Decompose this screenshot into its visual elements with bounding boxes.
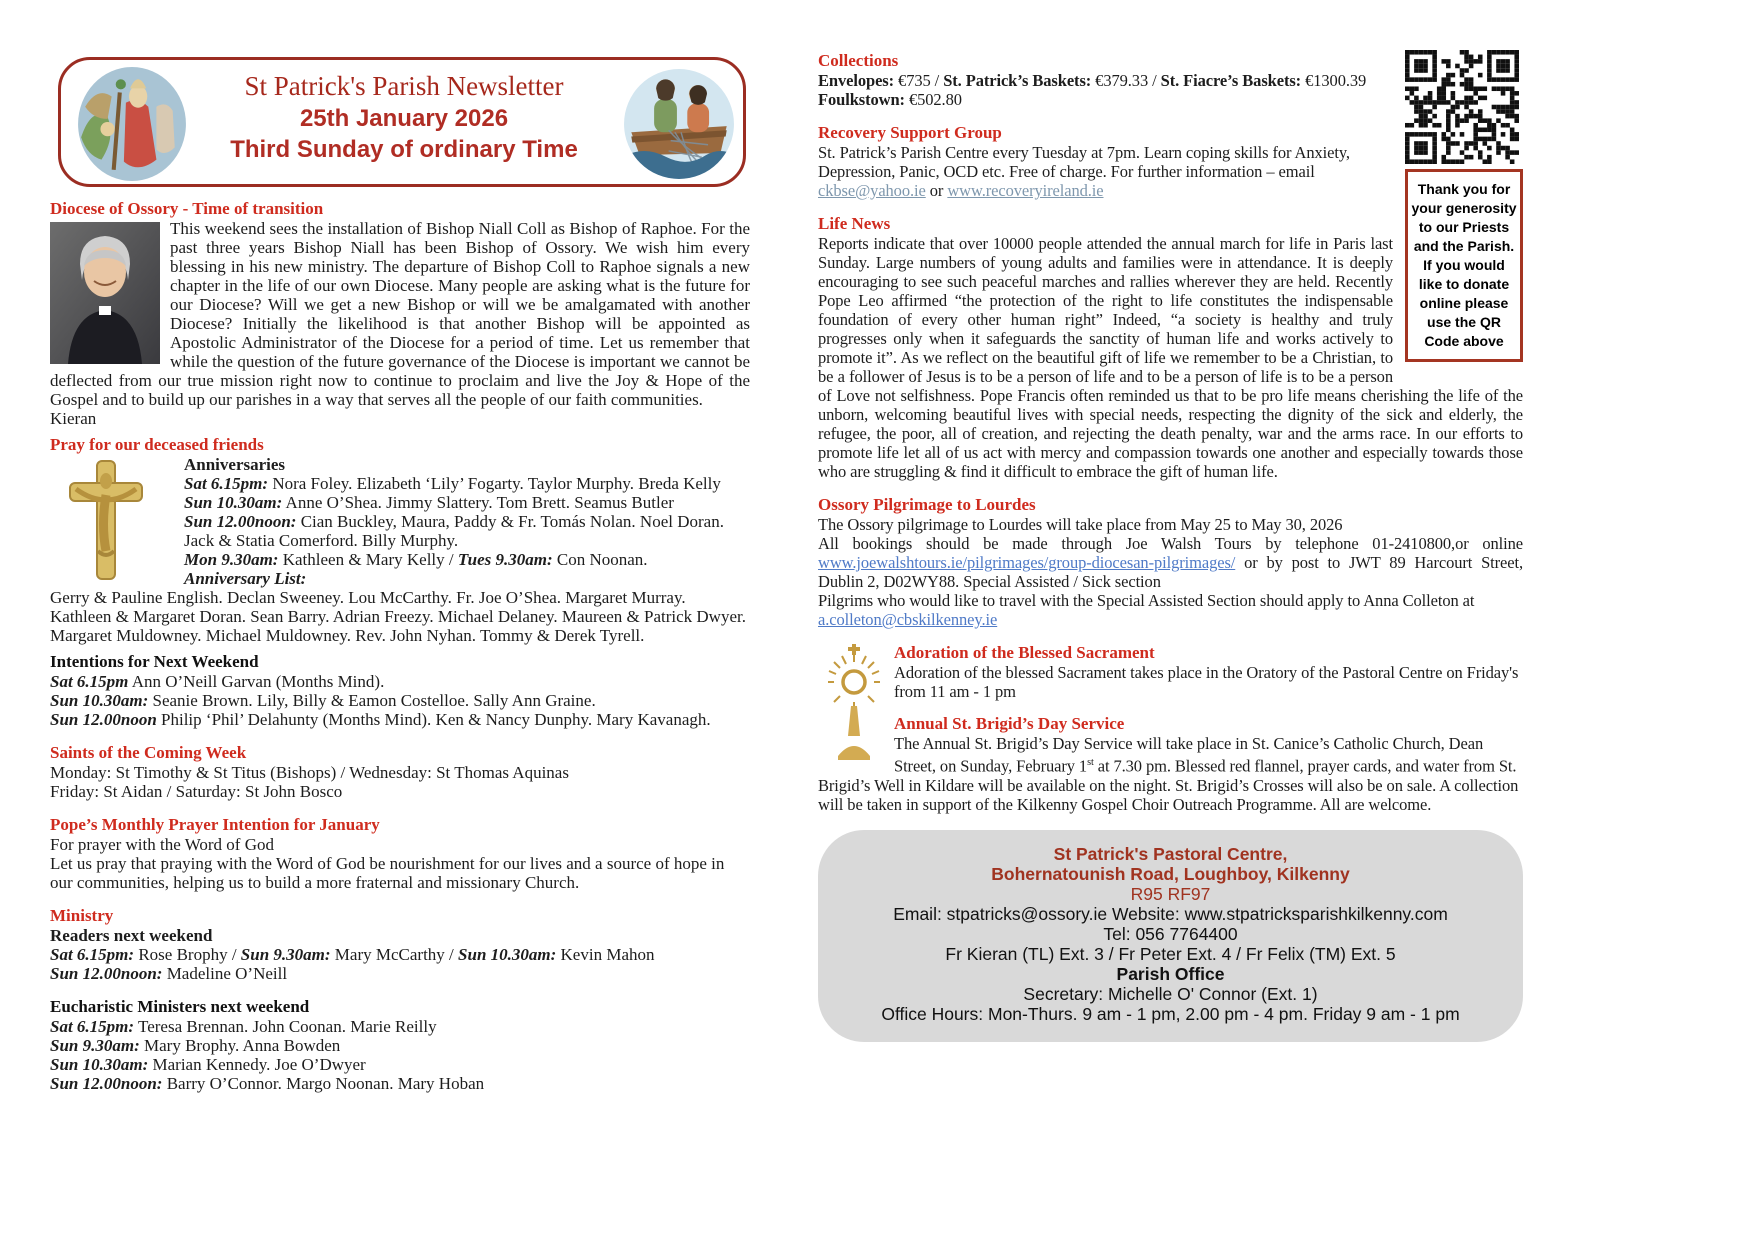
pilgrimage-heading: Ossory Pilgrimage to Lourdes <box>818 495 1036 514</box>
text-segment: Nora Foley. Elizabeth ‘Lily’ Fogarty. Taylor Murphy. Breda Kelly <box>268 474 721 493</box>
readers-lines <box>50 945 750 983</box>
text-line <box>50 710 750 729</box>
text-segment: Sun 12.00noon: <box>50 964 163 983</box>
newsletter-date: 25th January 2026 <box>299 105 509 132</box>
ossory-body: This weekend sees the installation of Bishop Niall Coll as Bishop of Raphoe. For the past three years Bishop Niall has been Bishop of Ossory. We wish him every blessing in his new ministry. The departure of Bishop Coll to Raphoe signals a new chapter in the life of our own Diocese. Many people are asking what is the future for our Diocese? Will we get a new Bishop or will we be amalgamated with another Diocese? Initially the likelihood is that another Bishop will be appointed as Apostolic Administrator of the Diocese for a period of time. Let us remember that while the question of the future governance of the Diocese is important we cannot be deflected from our true mission right now to continue to proclaim and live the Joy & Hope of the Gospel and to build up our parishes in a way that serves all the people of our faith communities. <box>50 219 750 409</box>
text-segment: Bohernatounish Road, Loughboy, Kilkenny <box>991 863 1350 884</box>
text-line <box>50 550 750 569</box>
text-segment: Ann O’Neill Garvan (Months Mind). <box>128 672 385 691</box>
text-segment: Cian Buckley, Maura, Paddy & Fr. Tomás Nolan. Noel Doran. Jack & Statia Comerford. Billy Murphy. <box>184 512 724 550</box>
qr-code <box>1405 50 1519 164</box>
text-line <box>842 964 1499 984</box>
text-segment: Marian Kennedy. Joe O’Dwyer <box>148 1055 366 1074</box>
text-line <box>842 944 1499 964</box>
text-segment: Kevin Mahon <box>556 945 655 964</box>
text-segment: Sat 6.15pm: <box>50 945 135 964</box>
link[interactable]: a.colleton@cbskilkenney.ie <box>818 610 998 629</box>
deceased-mass-lines <box>50 474 750 588</box>
text-segment: Pilgrims who would like to travel with the Special Assisted Section should apply to Anna Colleton at <box>818 591 1475 610</box>
donation-thanks-box <box>1405 169 1523 362</box>
text-segment: Mary McCarthy / <box>330 945 459 964</box>
text-segment: Email: stpatricks@ossory.ie Website: www.stpatricksparishkilkenny.com <box>893 903 1448 924</box>
life-news-body: Reports indicate that over 10000 people attended the annual march for life in Paris last Sunday. Large numbers of young adults and families were in attendance. It is deeply encouraging to see such peaceful marches and rallies wherever they are held. Recently Pope Leo affirmed “the protection of the right to life constitutes the indispensable foundation of every other human right” Indeed, “a society is healthy and truly progresses only when it safeguards the sanctity of human life and works actively to promote it”. As we reflect on the beautiful gift of life we remember to be a Christian, to be a follower of Jesus is to be a person of life and to be a person of life is to be a person of Love not selfishness. Pope Francis often reminded us that to be pro life means cherishing the life of the unborn, welcoming beautiful lives with special needs, respecting the dignity of the sick and elderly, the refugee, the poor, all of creation, and rejecting the death penalty, war and the arms race. In our efforts to promote life let all of us act with mercy and compassion towards one another and especially towards those who are struggling & find it difficult to embrace the gift of human life. <box>818 234 1523 481</box>
section-eucharistic <box>50 996 750 1093</box>
text-segment: Sun 10.30am: <box>458 945 557 964</box>
text-segment: st <box>1087 757 1094 768</box>
text-segment: St. Patrick’s Baskets: <box>943 71 1092 90</box>
text-segment: Sun 12.00noon <box>50 710 157 729</box>
text-segment: Sun 10.30am: <box>50 1055 149 1074</box>
text-segment: Sun 9.30am: <box>50 1036 140 1055</box>
saints-heading: Saints of the Coming Week <box>50 743 247 762</box>
section-saints <box>50 742 750 801</box>
recovery-heading: Recovery Support Group <box>818 123 1002 142</box>
pastoral-centre-box <box>818 830 1523 1042</box>
text-segment: Sat 6.15pm <box>50 672 129 691</box>
intentions-heading: Intentions for Next Weekend <box>50 652 259 671</box>
text-line <box>842 864 1499 884</box>
text-line <box>50 1055 750 1074</box>
text-segment: Office Hours: Mon-Thurs. 9 am - 1 pm, 2.00 pm - 4 pm. Friday 9 am - 1 pm <box>881 1003 1460 1024</box>
section-adoration-brigid <box>818 642 1523 814</box>
ministry-heading: Ministry <box>50 906 114 925</box>
newsletter-subtitle: Third Sunday of ordinary Time <box>230 136 578 163</box>
text-segment: Mary Brophy. Anna Bowden <box>139 1036 341 1055</box>
text-segment: Envelopes: <box>818 71 895 90</box>
pilgrimage-body2 <box>818 591 1523 629</box>
text-segment: R95 RF97 <box>1130 883 1211 904</box>
text-segment: Secretary: Michelle O' Connor (Ext. 1) <box>1023 983 1318 1004</box>
newsletter-title: St Patrick's Parish Newsletter <box>244 71 564 101</box>
adoration-heading: Adoration of the Blessed Sacrament <box>894 643 1155 662</box>
text-segment: St. Patrick’s Parish Centre every Tuesday at 7pm. Learn coping skills for Anxiety, Depression, Panic, OCD etc. Free of charge. For further information – email <box>818 143 1350 181</box>
section-ossory <box>50 198 750 428</box>
text-segment: Teresa Brennan. John Coonan. Marie Reilly <box>134 1017 437 1036</box>
pope-body: Let us pray that praying with the Word of God be nourishment for our lives and a source of hope in our communities, helping us to build a more fraternal and missionary Church. <box>50 854 725 892</box>
text-segment: Sat 6.15pm: <box>184 474 269 493</box>
pope-heading: Pope’s Monthly Prayer Intention for January <box>50 815 380 834</box>
text-segment: Friday: St Aidan / Saturday: St John Bosco <box>50 782 343 801</box>
link[interactable]: ckbse@yahoo.ie <box>818 181 926 200</box>
pastoral-lines <box>842 844 1499 1024</box>
brigid-body <box>818 734 1523 814</box>
text-segment: Madeline O’Neill <box>162 964 288 983</box>
text-segment: Anne O’Shea. Jimmy Slattery. Tom Brett. Seamus Butler <box>282 493 674 512</box>
text-segment: Tel: 056 7764400 <box>1103 923 1238 944</box>
section-pope-intention <box>50 814 750 892</box>
text-segment: St Patrick's Pastoral Centre, <box>1053 843 1288 864</box>
pilgrimage-line1: The Ossory pilgrimage to Lourdes will take place from May 25 to May 30, 2026 <box>818 515 1343 534</box>
text-segment: €379.33 / <box>1091 71 1161 90</box>
section-ministry <box>50 905 750 983</box>
text-line <box>50 1074 750 1093</box>
eucharistic-heading: Eucharistic Ministers next weekend <box>50 997 310 1016</box>
text-line <box>50 763 750 782</box>
stained-glass-image <box>77 66 187 182</box>
text-segment: Monday: St Timothy & St Titus (Bishops) / Wednesday: St Thomas Aquinas <box>50 763 569 782</box>
ossory-signature: Kieran <box>50 409 97 428</box>
text-segment: Sun 10.30am: <box>184 493 283 512</box>
text-segment: Seanie Brown. Lily, Billy & Eamon Costelloe. Sally Ann Graine. <box>148 691 596 710</box>
text-segment: Tues 9.30am: <box>457 550 553 569</box>
ossory-heading: Diocese of Ossory - Time of transition <box>50 199 324 218</box>
crucifix-image <box>68 459 144 581</box>
text-segment: or by post to JWT 89 Harcourt Street, Dublin 2, D02WY88. Special Assisted / Sick section <box>818 553 1523 591</box>
monstrance-icon <box>826 644 882 762</box>
pilgrimage-body <box>818 534 1523 591</box>
text-segment: Sun 12.00noon: <box>184 512 297 531</box>
text-segment: €735 / <box>894 71 944 90</box>
text-line <box>50 569 750 588</box>
text-segment: at 7.30 pm. Blessed red flannel, prayer cards, and water from St. Brigid’s Well in Kildare will be available on the night. St. Brigid’s Crosses will also be on sale. A collection will be taken in support of the Kilkenny Gospel Choir Outreach Programme. All are welcome. <box>818 756 1519 814</box>
text-segment: €1300.39 <box>1301 71 1367 90</box>
text-segment: Sun 10.30am: <box>50 691 149 710</box>
donation-thanks-text: Thank you for your generosity to our Priests and the Parish. If you would like to donate online please use the QR Code above <box>1411 181 1517 349</box>
newsletter-header <box>58 57 746 187</box>
left-column <box>50 198 750 1106</box>
text-segment: Mon 9.30am: <box>184 550 279 569</box>
section-pilgrimage <box>818 494 1523 629</box>
text-line <box>50 1017 750 1036</box>
text-segment: Sun 9.30am: <box>240 945 331 964</box>
text-line <box>50 1036 750 1055</box>
adoration-body: Adoration of the blessed Sacrament takes place in the Oratory of the Pastoral Centre on Friday's from 11 am - 1 pm <box>894 663 1519 701</box>
text-segment: Philip ‘Phil’ Delahunty (Months Mind). Ken & Nancy Dunphy. Mary Kavanagh. <box>156 710 711 729</box>
saints-lines <box>50 763 750 801</box>
text-line <box>50 512 750 550</box>
text-line <box>50 945 750 964</box>
text-segment: Kathleen & Mary Kelly / <box>278 550 458 569</box>
text-segment: The Annual St. Brigid’s Day Service will take place in St. Canice’s Catholic Church, Dean Street, on Sunday, February 1 <box>894 734 1484 776</box>
eucharistic-lines <box>50 1017 750 1093</box>
life-news-heading: Life News <box>818 214 891 233</box>
text-segment: Sat 6.15pm: <box>50 1017 135 1036</box>
text-segment: Foulkstown: <box>818 90 905 109</box>
text-segment: Barry O’Connor. Margo Noonan. Mary Hoban <box>162 1074 485 1093</box>
text-line <box>50 493 750 512</box>
text-segment: Anniversary List: <box>184 569 307 588</box>
text-line <box>50 782 750 801</box>
text-segment: Con Noonan. <box>552 550 648 569</box>
text-segment: Rose Brophy / <box>134 945 241 964</box>
text-line <box>50 672 750 691</box>
section-intentions <box>50 651 750 729</box>
donation-panel <box>1405 50 1523 362</box>
text-segment: €502.80 <box>904 90 962 109</box>
text-segment: Fr Kieran (TL) Ext. 3 / Fr Peter Ext. 4 / Fr Felix (TM) Ext. 5 <box>945 943 1396 964</box>
text-line <box>842 884 1499 904</box>
bishop-photo <box>50 222 160 364</box>
text-segment: St. Fiacre’s Baskets: <box>1160 71 1302 90</box>
anniversary-list-text: Gerry & Pauline English. Declan Sweeney. Lou McCarthy. Fr. Joe O’Shea. Margaret Murray. Kathleen & Margaret Doran. Sean Barry. Adrian Freezy. Michael Delaney. Maureen & Patrick Dwyer. Margaret Muldowney. Michael Muldowney. Rev. John Nyhan. Tommy & Derek Tyrell. <box>50 588 746 645</box>
pope-subline: For prayer with the Word of God <box>50 835 274 854</box>
text-segment: Parish Office <box>1116 963 1225 984</box>
text-line <box>842 904 1499 924</box>
text-segment: or <box>925 181 948 200</box>
anniversaries-title: Anniversaries <box>184 455 286 474</box>
readers-title: Readers next weekend <box>50 926 213 945</box>
text-line <box>842 1004 1499 1024</box>
section-deceased <box>50 434 750 645</box>
text-line <box>842 924 1499 944</box>
text-line <box>50 964 750 983</box>
fishermen-illustration <box>623 68 735 180</box>
text-line <box>842 844 1499 864</box>
link[interactable]: www.joewalshtours.ie/pilgrimages/group-diocesan-pilgrimages/ <box>818 553 1236 572</box>
text-line <box>50 691 750 710</box>
right-column <box>818 50 1523 1042</box>
text-line <box>842 984 1499 1004</box>
collections-heading: Collections <box>818 51 899 70</box>
deceased-heading: Pray for our deceased friends <box>50 435 264 454</box>
brigid-heading: Annual St. Brigid’s Day Service <box>894 714 1125 733</box>
link[interactable]: www.recoveryireland.ie <box>947 181 1104 200</box>
text-segment: All bookings should be made through Joe Walsh Tours by telephone 01-2410800,or online <box>818 534 1523 553</box>
intentions-lines <box>50 672 750 729</box>
header-titles <box>189 69 619 165</box>
text-segment: Sun 12.00noon: <box>50 1074 163 1093</box>
text-line <box>50 474 750 493</box>
